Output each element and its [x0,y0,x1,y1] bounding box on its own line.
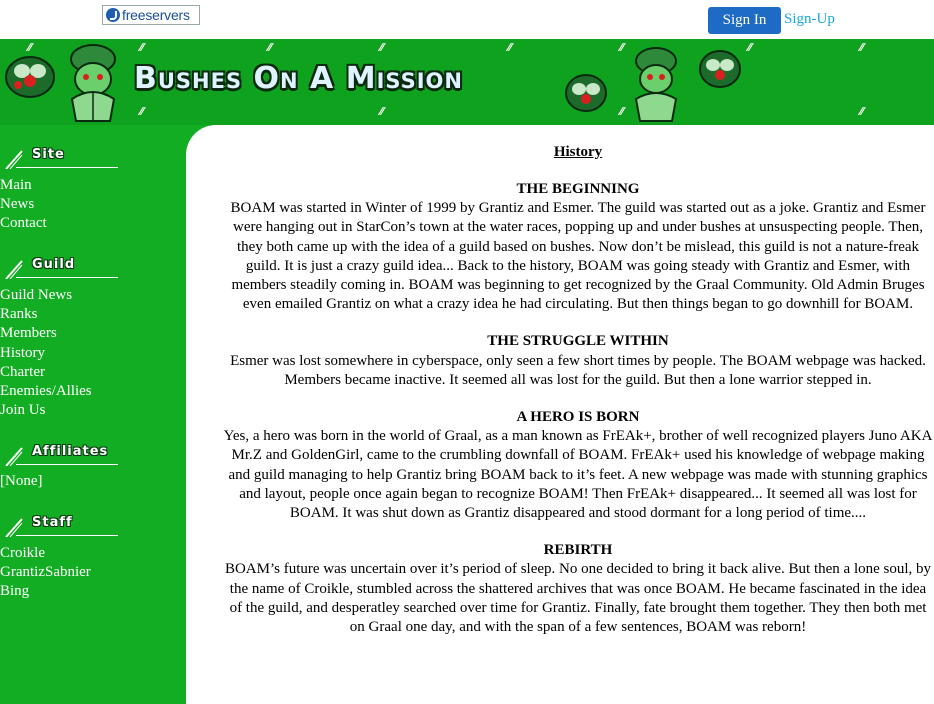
sparkle-icon: ⁄⁄ [620,105,624,118]
history-section-hero [222,408,934,523]
sidebar-item-none: [None] [0,473,43,489]
section-body: Esmer was lost somewhere in cyberspace, only seen a few short times by people. The BOAM webpage was hacked. Members became inactive. It seemed all was lost for the guild. But then a lone warrior stepped in. [230,352,926,388]
sidebar-heading-affiliates: Affiliates [0,444,120,470]
sparkle-icon: ⁄⁄ [508,41,512,54]
banner-title: Bushes On A Mission [134,61,463,96]
sidebar-guild-list [0,286,92,420]
sidebar-staff-list [0,544,91,602]
sidebar-heading-staff: Staff [0,515,120,541]
section-heading: REBIRTH [543,542,613,559]
section-body: Yes, a hero was born in the world of Graal, as a man known as FrEAk+, brother of well recognized players Juno AKA Mr.Z and GoldenGirl, came to the crumbling downfall of BOAM. FrEAk+ used his knowledge of webpage making and guild managing to help Grantiz bring BOAM back to it’s feet. A new webpage was made with stunning graphics and layout, people once again began to recognize BOAM! Then FrEAk+ disappeared... It seemed all was lost for BOAM. It was shut down as Grantiz disappeared and stood dormant for a long period of time.... [223,428,933,522]
sidebar-item-enemies-allies[interactable]: Enemies/Allies [0,383,92,400]
page-title: History [553,144,603,160]
bush-character-icon [64,41,122,123]
section-heading: THE STRUGGLE WITHIN [487,333,669,350]
sidebar-item-history[interactable]: History [0,344,45,361]
freeservers-logo-text: freeservers [122,7,190,23]
bush-creature-icon [698,47,742,89]
freeservers-logo[interactable] [102,5,200,25]
sidebar [0,125,186,704]
sidebar-item-members[interactable]: Members [0,325,57,342]
sparkle-icon: ⁄⁄ [380,41,384,54]
sign-in-button[interactable]: Sign In [708,7,781,34]
section-body: BOAM was started in Winter of 1999 by Grantiz and Esmer. The guild was started out as a joke. Grantiz and Esmer were hanging out in StarCon’s town at the water races, popping up and under bushes at unsuspecting people. Then, they both came up with the idea of a guild based on bushes. Now don’t be mislead, this guild is not a nature-freak guild. It is just a crazy guild idea... Back to the history, BOAM was going steady with Grantiz and Esmer, with members steadily coming in. BOAM was beginning to get recognized by the Graal Community. Old Admin Bruges even emailed Grantiz on what a crazy idea he had circulating. But then things began to go downhill for BOAM. [230,200,926,313]
sidebar-item-news[interactable]: News [0,196,35,213]
slash-icon [4,149,24,169]
sparkle-icon: ⁄⁄ [28,41,32,54]
section-heading: A HERO IS BORN [516,409,640,426]
sign-up-link[interactable]: Sign-Up [784,11,835,27]
sparkle-icon: ⁄⁄ [860,105,864,118]
bush-character-icon [628,45,684,123]
sidebar-item-guild-news[interactable]: Guild News [0,287,73,303]
slash-icon [4,259,24,279]
bush-creature-icon [4,51,56,99]
sparkle-icon: ⁄⁄ [380,105,384,118]
section-body: BOAM’s future was uncertain over it’s period of sleep. No one decided to bring it back alive. But then a lone soul, by the name of Croikle, stumbled across the shattered archives that was once BOAM. He became fascinated in the idea of the guild, and desperatley searched over time for Grantiz. Finally, fate brought them together. They then both met on Graal one day, and with the span of a few sentences, BOAM was reborn! [224,561,932,636]
section-heading: THE BEGINNING [516,181,640,197]
sidebar-site-list [0,176,47,234]
sparkle-icon: ⁄⁄ [140,41,144,54]
sidebar-heading-guild: Guild [0,257,120,283]
history-section-rebirth [222,541,934,637]
sidebar-item-charter[interactable]: Charter [0,363,45,380]
sparkle-icon: ⁄⁄ [140,105,144,118]
sidebar-item-ranks[interactable]: Ranks [0,306,38,323]
bush-creature-icon [564,71,608,113]
site-banner [0,39,934,125]
sparkle-icon: ⁄⁄ [860,41,864,54]
sidebar-item-main[interactable]: Main [0,177,32,193]
sparkle-icon: ⁄⁄ [268,41,272,54]
sidebar-item-croikle[interactable]: Croikle [0,545,45,561]
history-section-struggle [222,332,934,390]
sidebar-item-grantizsabnier[interactable]: GrantizSabnier [0,564,91,581]
sparkle-icon: ⁄⁄ [620,41,624,54]
freeservers-bar [0,0,934,39]
freeservers-logo-icon [106,8,120,22]
main-content [222,143,934,637]
slash-icon [4,517,24,537]
content-corner [186,125,216,155]
sidebar-item-contact[interactable]: Contact [0,215,47,232]
sidebar-item-join-us[interactable]: Join Us [0,402,46,419]
slash-icon [4,446,24,466]
sidebar-item-bing[interactable]: Bing [0,583,30,600]
history-section-beginning [222,180,934,314]
sidebar-affiliates-list [0,472,42,491]
sparkle-icon: ⁄⁄ [748,41,752,54]
sidebar-heading-site: Site [0,147,120,173]
